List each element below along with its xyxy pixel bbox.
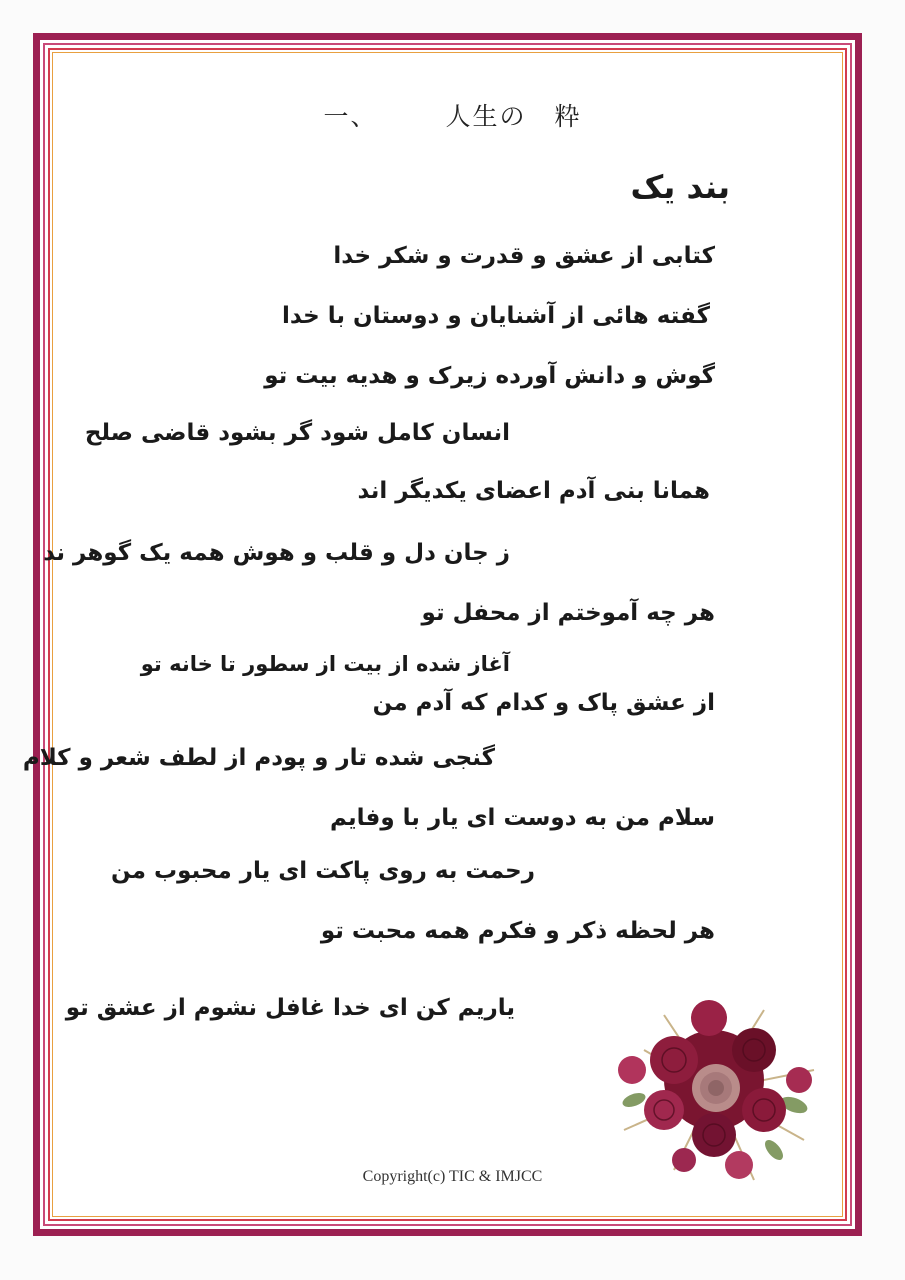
- verse-line: رحمت به روی پاکت ای یار محبوب من: [111, 858, 535, 884]
- flower-bouquet-icon: [604, 990, 834, 1195]
- verse-line: از عشق پاک و کدام که آدم من: [372, 690, 715, 716]
- verse-line: ز جان دل و قلب و هوش همه یک گوهر ند: [43, 540, 510, 566]
- verse-line: کتابی از عشق و قدرت و شکر خدا: [333, 243, 715, 269]
- verse-line: هر چه آموختم از محفل تو: [421, 600, 715, 626]
- verse-line: گفته هائی از آشنایان و دوستان با خدا: [281, 303, 710, 329]
- verse-line: گنجی شده تار و پودم از لطف شعر و کلام: [22, 745, 495, 771]
- page-title: [0, 97, 905, 133]
- verse-line: گوش و دانش آورده زیرک و هدیه بیت تو: [264, 363, 715, 389]
- copyright-text: Copyright(c) TIC & IMJCC: [362, 1168, 543, 1185]
- verse-line: یاریم کن ای خدا غافل نشوم از عشق تو: [65, 995, 515, 1021]
- verse-line: سلام من به دوست ای یار با وفایم: [330, 805, 715, 831]
- verse-line: انسان کامل شود گر بشود قاضی صلح: [84, 420, 510, 446]
- title-part2: 粋: [554, 102, 582, 131]
- verse-line: همانا بنی آدم اعضای یکدیگر اند: [357, 478, 710, 504]
- title-part1: 人生の: [445, 102, 527, 131]
- verse-line: هر لحظه ذکر و فکرم همه محبت تو: [320, 918, 715, 944]
- verse-line: آغاز شده از بیت از سطور تا خانه تو: [140, 652, 510, 676]
- verse-heading: بند یک: [630, 168, 730, 206]
- title-number: 一、: [323, 102, 378, 131]
